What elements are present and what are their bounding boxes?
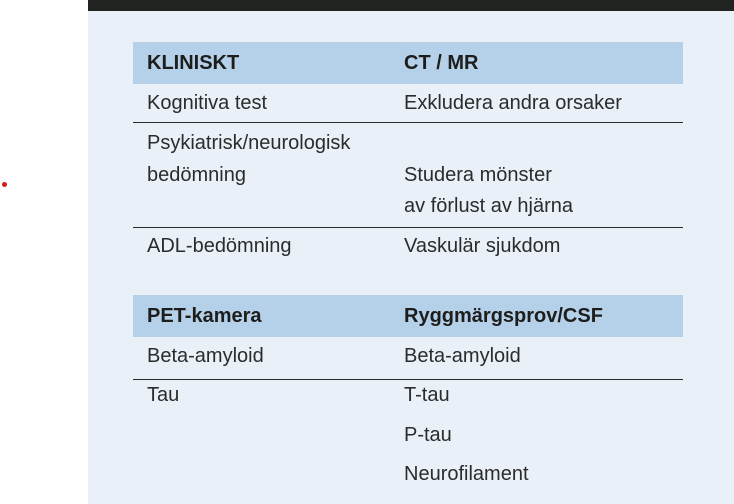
table-header — [133, 295, 683, 337]
table-clinical-ct — [133, 42, 683, 266]
cell-right: Exkludera andra orsaker — [404, 92, 622, 114]
cell-right: Neurofilament — [404, 463, 529, 485]
cell-right: Vaskulär sjukdom — [404, 235, 561, 257]
table-pet-csf — [133, 295, 683, 500]
marker-dot — [2, 182, 7, 187]
cell-left: Kognitiva test — [147, 92, 268, 114]
table-header — [133, 42, 683, 84]
cell-left: Beta-amyloid — [147, 345, 264, 367]
header-pet-kamera: PET-kamera — [147, 305, 262, 327]
cell-left: ADL-bedömning — [147, 235, 292, 257]
table-row — [133, 380, 683, 500]
top-bar — [88, 0, 734, 11]
header-ct-mr: CT / MR — [404, 52, 479, 74]
cell-left: Psykiatrisk/neurologisk — [147, 132, 351, 154]
table-row — [133, 337, 683, 380]
header-ryggmargsprov: Ryggmärgsprov/CSF — [404, 305, 603, 327]
cell-right: av förlust av hjärna — [404, 195, 573, 217]
table-row — [133, 228, 683, 266]
cell-right: P-tau — [404, 424, 452, 446]
cell-right: Beta-amyloid — [404, 345, 521, 367]
cell-right: T-tau — [404, 384, 450, 406]
table-row — [133, 84, 683, 123]
header-kliniskt: KLINISKT — [147, 52, 240, 74]
cell-left: bedömning — [147, 164, 246, 186]
table-row — [133, 123, 683, 228]
cell-left: Tau — [147, 384, 180, 406]
cell-right: Studera mönster — [404, 164, 552, 186]
